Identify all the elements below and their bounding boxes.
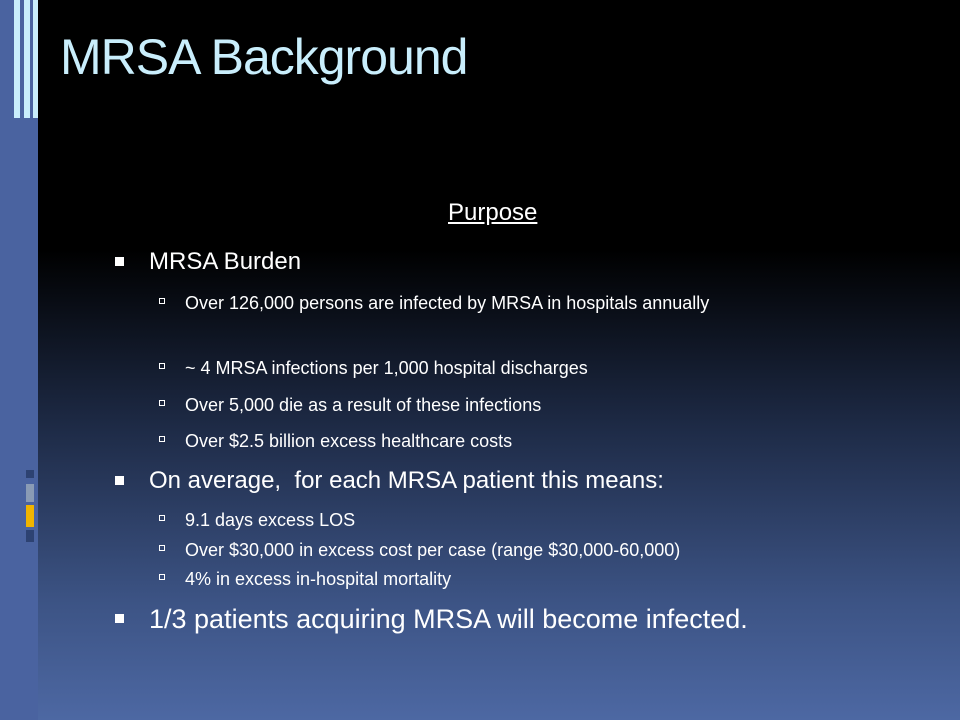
sub-bullet-square-icon — [159, 436, 165, 442]
sub-bullet-square-icon — [159, 298, 165, 304]
bullet-square-icon — [115, 614, 124, 623]
sub-bullet-text: ~ 4 MRSA infections per 1,000 hospital discharges — [185, 358, 588, 378]
sub-bullet-text: 4% in excess in-hospital mortality — [185, 569, 452, 589]
bullet-text: On average, for each MRSA patient this means: — [149, 467, 664, 494]
deco-bar-2 — [24, 0, 30, 118]
sub-bullet-square-icon — [159, 545, 165, 551]
deco-bar-1 — [14, 0, 20, 118]
sub-bullet-text: Over $30,000 in excess cost per case (range $30,000-60,000) — [185, 540, 681, 560]
bullet-text: 1/3 patients acquiring MRSA will become infected. — [149, 604, 748, 634]
sub-bullet-square-icon — [159, 363, 165, 369]
sub-bullet-square-icon — [159, 400, 165, 406]
sub-bullet-text: 9.1 days excess LOS — [185, 510, 356, 530]
sub-bullet-square-icon — [159, 574, 165, 580]
bullet-square-icon — [115, 476, 124, 485]
deco-square-dark — [26, 530, 34, 542]
deco-square-grey — [26, 484, 34, 502]
slide-title: MRSA Background — [60, 29, 468, 85]
deco-bar-3 — [33, 0, 38, 118]
deco-square-blue — [26, 470, 34, 478]
section-heading: Purpose — [448, 199, 538, 226]
bullet-text: MRSA Burden — [149, 248, 302, 275]
sub-bullet-text: Over 5,000 die as a result of these infections — [185, 395, 542, 415]
sub-bullet-text: Over 126,000 persons are infected by MRSA in hospitals annually — [185, 293, 710, 313]
sub-bullet-text: Over $2.5 billion excess healthcare costs — [185, 431, 513, 451]
bullet-square-icon — [115, 257, 124, 266]
deco-square-gold — [26, 505, 34, 527]
sub-bullet-square-icon — [159, 515, 165, 521]
